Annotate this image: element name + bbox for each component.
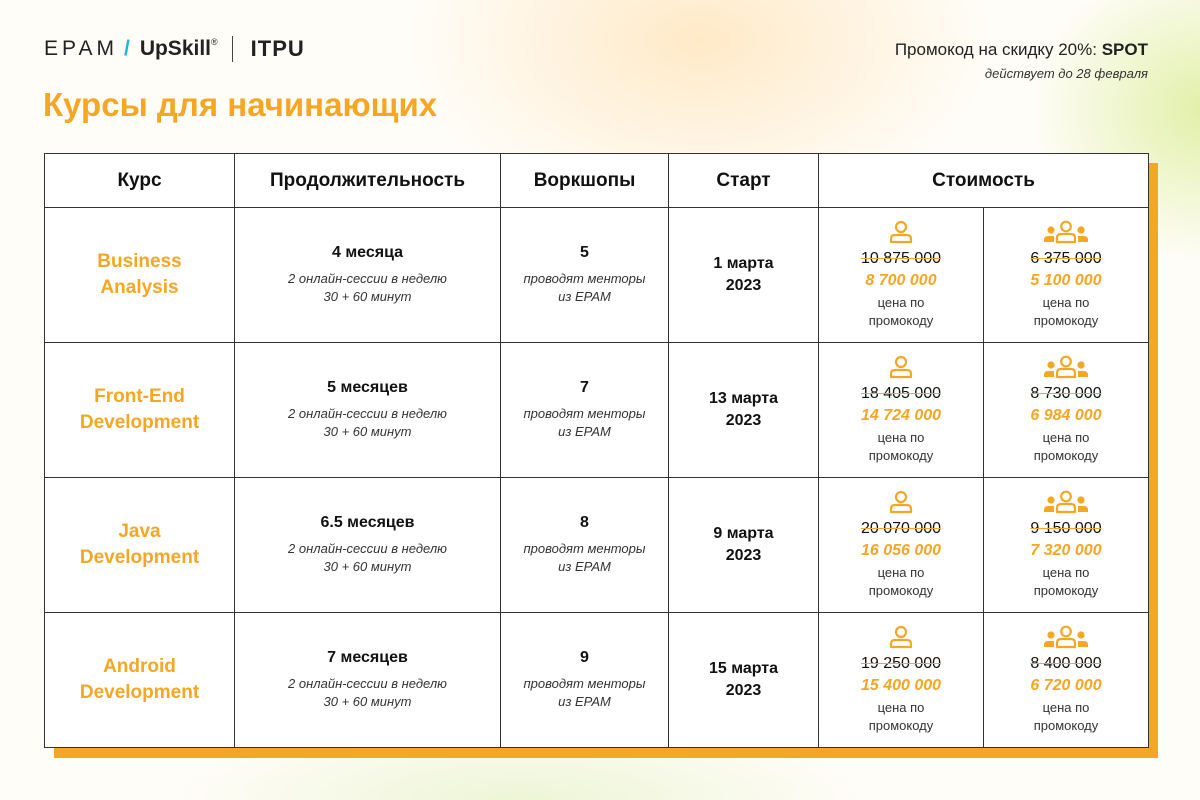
courses-table <box>44 153 1149 748</box>
group-price-cell <box>984 208 1149 343</box>
workshops-note1: проводят менторы <box>523 406 646 421</box>
promo-price-label-line2: промокоду <box>868 448 934 463</box>
workshops-count: 9 <box>580 649 589 666</box>
logo-slash: / <box>123 37 130 60</box>
promo-note: действует до 28 февраля <box>984 66 1148 81</box>
duration-sessions: 2 онлайн-сессии в неделю <box>288 541 447 556</box>
course-name <box>45 654 234 706</box>
single-person-icon <box>888 355 914 379</box>
promo-code: SPOT <box>1101 40 1148 59</box>
course-name <box>45 384 234 436</box>
group-people-icon <box>1042 625 1090 649</box>
promo-price-label-line2: промокоду <box>1033 313 1099 328</box>
duration-minutes: 30 + 60 минут <box>323 559 412 574</box>
logo-epam: EPAM <box>44 37 118 60</box>
group-people-icon <box>1042 490 1090 514</box>
header-duration: Продолжительность <box>235 154 501 208</box>
promo-price-label-line1: цена по <box>877 565 925 580</box>
promo-text: Промокод на скидку 20%: <box>894 40 1102 59</box>
promo-block <box>895 40 1148 81</box>
individual-old-price: 10 875 000 <box>860 250 942 267</box>
workshops-count: 8 <box>580 514 589 531</box>
group-promo-price: 5 100 000 <box>1030 272 1102 289</box>
workshops-count: 7 <box>580 379 589 396</box>
workshops-cell <box>501 343 669 478</box>
header-start: Старт <box>669 154 819 208</box>
header-course: Курс <box>45 154 235 208</box>
promo-price-label-line2: промокоду <box>868 583 934 598</box>
logo-itpu: ITPU <box>250 36 305 61</box>
duration-cell <box>235 208 501 343</box>
duration-cell <box>235 478 501 613</box>
course-cell <box>45 343 235 478</box>
course-name-line2: Analysis <box>100 277 179 298</box>
individual-old-price: 20 070 000 <box>860 520 942 537</box>
start-date: 1 марта <box>713 255 774 272</box>
start-date: 9 марта <box>713 525 774 542</box>
header-workshops: Воркшопы <box>501 154 669 208</box>
single-person-icon <box>888 490 914 514</box>
workshops-cell <box>501 613 669 748</box>
duration-value: 7 месяцев <box>327 649 408 666</box>
group-promo-price: 6 720 000 <box>1030 677 1102 694</box>
promo-price-label-line1: цена по <box>877 700 925 715</box>
course-name-line1: Android <box>103 656 176 677</box>
workshops-note1: проводят менторы <box>523 676 646 691</box>
duration-value: 4 месяца <box>331 244 404 261</box>
promo-price-label-line1: цена по <box>877 295 925 310</box>
logo-upskill <box>140 37 218 61</box>
course-cell <box>45 208 235 343</box>
individual-old-price: 19 250 000 <box>860 655 942 672</box>
individual-promo-price: 8 700 000 <box>865 272 937 289</box>
duration-sessions: 2 онлайн-сессии в неделю <box>288 676 447 691</box>
course-name-line2: Development <box>79 412 200 433</box>
promo-price-label-line1: цена по <box>1042 295 1090 310</box>
promo-price-label <box>984 564 1148 600</box>
start-date: 15 марта <box>708 660 779 677</box>
group-old-price: 8 730 000 <box>1030 385 1102 402</box>
start-cell <box>669 478 819 613</box>
course-rows <box>45 208 1149 748</box>
group-price-cell <box>984 478 1149 613</box>
registered-mark: ® <box>211 37 218 47</box>
course-cell <box>45 478 235 613</box>
group-old-price: 8 400 000 <box>1030 655 1102 672</box>
promo-price-label-line1: цена по <box>1042 565 1090 580</box>
course-name-line1: Business <box>97 251 182 272</box>
workshops-note1: проводят менторы <box>523 271 646 286</box>
start-year: 2023 <box>725 682 762 699</box>
group-old-price: 6 375 000 <box>1030 250 1102 267</box>
course-name-line2: Development <box>79 682 200 703</box>
course-name <box>45 519 234 571</box>
start-cell <box>669 343 819 478</box>
table-header-row <box>45 154 1149 208</box>
table-row <box>45 613 1149 748</box>
workshops-note2: из EPAM <box>558 424 611 439</box>
promo-price-label <box>984 294 1148 330</box>
promo-line <box>895 40 1148 60</box>
promo-price-label-line2: промокоду <box>1033 448 1099 463</box>
promo-price-label-line2: промокоду <box>868 718 934 733</box>
promo-price-label-line2: промокоду <box>1033 718 1099 733</box>
single-person-icon <box>888 625 914 649</box>
start-year: 2023 <box>725 412 762 429</box>
table-row <box>45 343 1149 478</box>
duration-cell <box>235 343 501 478</box>
single-person-icon <box>888 220 914 244</box>
promo-price-label <box>819 564 983 600</box>
workshops-note2: из EPAM <box>558 559 611 574</box>
duration-minutes: 30 + 60 минут <box>323 289 412 304</box>
individual-promo-price: 14 724 000 <box>860 407 942 424</box>
header-cost: Стоимость <box>819 154 1149 208</box>
group-price-cell <box>984 613 1149 748</box>
workshops-note2: из EPAM <box>558 289 611 304</box>
group-promo-price: 7 320 000 <box>1030 542 1102 559</box>
course-cell <box>45 613 235 748</box>
logo-divider <box>232 36 233 62</box>
logo-upskill-text: UpSkill <box>139 37 211 60</box>
table-row <box>45 208 1149 343</box>
promo-price-label <box>819 699 983 735</box>
group-people-icon <box>1042 220 1090 244</box>
course-name <box>45 249 234 301</box>
group-people-icon <box>1042 355 1090 379</box>
promo-price-label <box>984 699 1148 735</box>
individual-promo-price: 15 400 000 <box>860 677 942 694</box>
workshops-cell <box>501 478 669 613</box>
course-name-line1: Java <box>118 521 161 542</box>
table-row <box>45 478 1149 613</box>
group-promo-price: 6 984 000 <box>1030 407 1102 424</box>
promo-price-label <box>984 429 1148 465</box>
duration-minutes: 30 + 60 минут <box>323 694 412 709</box>
start-year: 2023 <box>725 277 762 294</box>
individual-price-cell <box>819 613 984 748</box>
group-old-price: 9 150 000 <box>1030 520 1102 537</box>
duration-value: 5 месяцев <box>327 379 408 396</box>
group-price-cell <box>984 343 1149 478</box>
start-cell <box>669 613 819 748</box>
start-date: 13 марта <box>708 390 779 407</box>
workshops-cell <box>501 208 669 343</box>
workshops-note1: проводят менторы <box>523 541 646 556</box>
individual-old-price: 18 405 000 <box>860 385 942 402</box>
promo-price-label-line2: промокоду <box>868 313 934 328</box>
duration-value: 6.5 месяцев <box>320 514 415 531</box>
promo-price-label-line1: цена по <box>1042 430 1090 445</box>
individual-price-cell <box>819 208 984 343</box>
course-name-line2: Development <box>79 547 200 568</box>
promo-price-label <box>819 429 983 465</box>
duration-sessions: 2 онлайн-сессии в неделю <box>288 271 447 286</box>
individual-promo-price: 16 056 000 <box>860 542 942 559</box>
promo-price-label-line2: промокоду <box>1033 583 1099 598</box>
individual-price-cell <box>819 478 984 613</box>
page-title: Курсы для начинающих <box>43 86 438 123</box>
workshops-count: 5 <box>580 244 589 261</box>
duration-cell <box>235 613 501 748</box>
duration-minutes: 30 + 60 минут <box>323 424 412 439</box>
individual-price-cell <box>819 343 984 478</box>
promo-price-label-line1: цена по <box>1042 700 1090 715</box>
promo-price-label-line1: цена по <box>877 430 925 445</box>
header-logos <box>44 34 305 64</box>
course-name-line1: Front-End <box>94 386 185 407</box>
promo-price-label <box>819 294 983 330</box>
workshops-note2: из EPAM <box>558 694 611 709</box>
start-cell <box>669 208 819 343</box>
start-year: 2023 <box>725 547 762 564</box>
duration-sessions: 2 онлайн-сессии в неделю <box>288 406 447 421</box>
